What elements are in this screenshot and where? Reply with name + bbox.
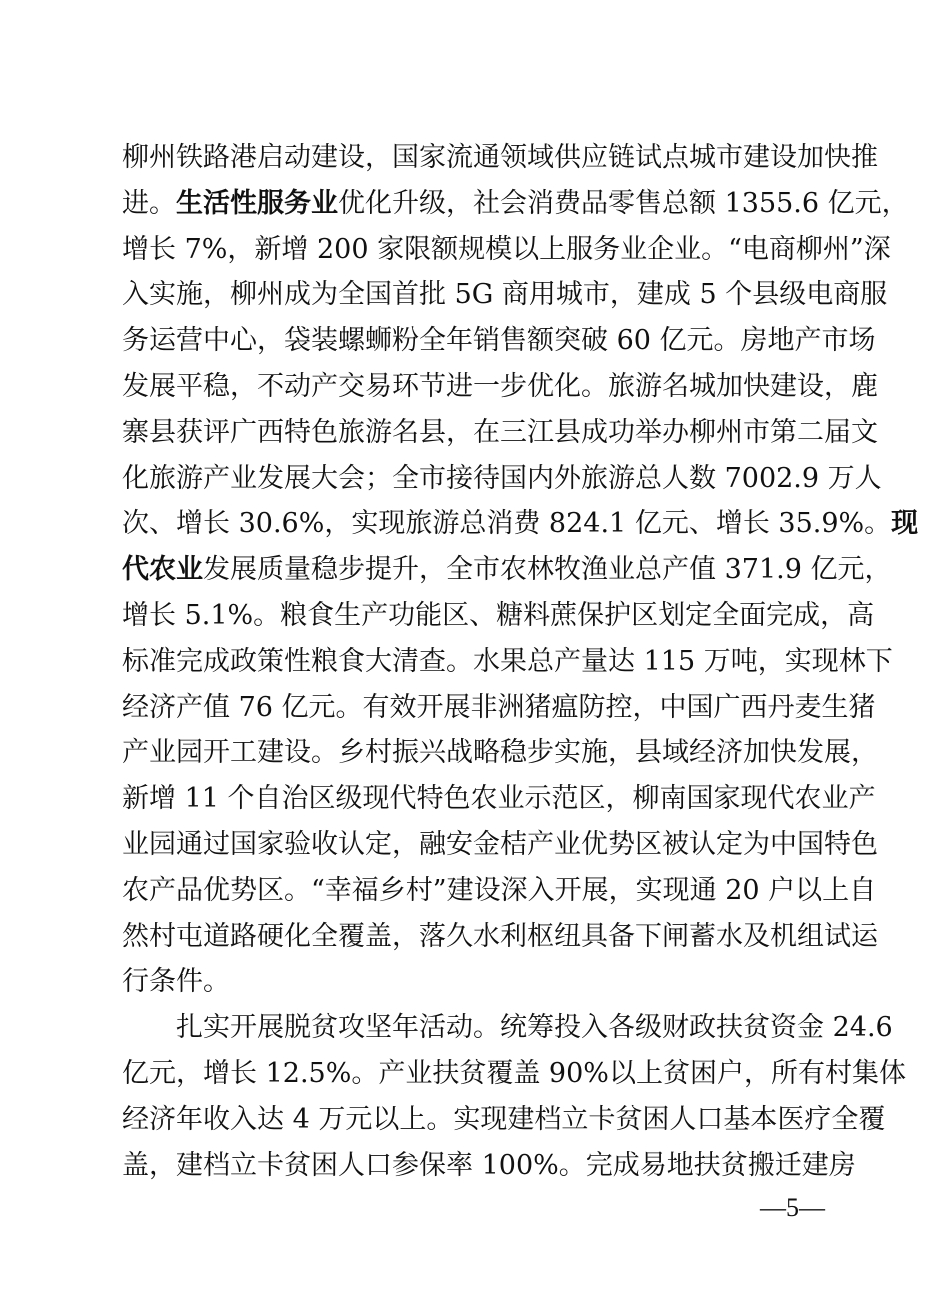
text-line [122, 501, 919, 547]
text-run: 扎实开展脱贫攻坚年活动。统筹投入各级财政扶贫资金 24.6 [176, 1012, 893, 1044]
text-run: 业园通过国家验收认定，融安金桔产业优势区被认定为中国特色 [122, 828, 878, 860]
text-line [122, 456, 882, 502]
text-line [122, 914, 878, 960]
bold-heading-text: 生活性服务业 [176, 187, 338, 219]
text-run: 行条件。 [122, 966, 230, 998]
text-line [122, 1005, 893, 1051]
text-line [122, 776, 876, 822]
text-run: 然村屯道路硬化全覆盖，落久水利枢纽具备下闸蓄水及机组试运 [122, 920, 878, 952]
text-run: 寨县获评广西特色旅游名县，在三江县成功举办柳州市第二届文 [122, 416, 878, 448]
text-run: 进。 [122, 187, 176, 219]
text-line [122, 639, 893, 685]
text-line [122, 730, 878, 776]
bold-heading-text: 代农业 [122, 554, 203, 586]
text-run: 经济产值 76 亿元。有效开展非洲猪瘟防控，中国广西丹麦生猪 [122, 691, 876, 723]
text-run: 柳州铁路港启动建设，国家流通领域供应链试点城市建设加快推 [122, 142, 878, 173]
text-run: 优化升级，社会消费品零售总额 1355.6 亿元， [338, 187, 909, 219]
text-run: 入实施，柳州成为全国首批 5G 商用城市，建成 5 个县级电商服 [122, 279, 888, 311]
text-line [122, 318, 876, 364]
text-run: 产业园开工建设。乡村振兴战略稳步实施，县域经济加快发展， [122, 737, 878, 769]
paragraph [122, 1005, 906, 1188]
text-line [122, 1143, 856, 1189]
text-line [122, 959, 830, 1005]
text-line [122, 1051, 906, 1097]
text-line [122, 685, 876, 731]
text-line [122, 822, 878, 868]
paragraph [122, 135, 919, 1005]
text-run: 增长 7%，新增 200 家限额规模以上服务业企业。“电商柳州”深 [122, 233, 891, 265]
text-line [122, 272, 888, 318]
bold-heading-text: 现 [891, 508, 919, 540]
text-run: 发展质量稳步提升，全市农林牧渔业总产值 371.9 亿元， [203, 554, 892, 586]
text-line [122, 135, 878, 181]
text-run: 次、增长 30.6%，实现旅游总消费 824.1 亿元、增长 35.9%。 [122, 508, 892, 540]
text-run: 农产品优势区。“幸福乡村”建设深入开展，实现通 20 户以上自 [122, 874, 877, 906]
text-run: 化旅游产业发展大会；全市接待国内外旅游总人数 7002.9 万人 [122, 462, 882, 494]
page-number: —5— [760, 1193, 825, 1222]
text-run: 标准完成政策性粮食大清查。水果总产量达 115 万吨，实现林下 [122, 645, 893, 677]
document-body [122, 135, 919, 1188]
text-run: 增长 5.1%。粮食生产功能区、糖料蔗保护区划定全面完成，高 [122, 599, 875, 631]
text-line [122, 181, 909, 227]
text-line [122, 593, 875, 639]
text-line [122, 547, 892, 593]
text-line [122, 410, 878, 456]
text-line [122, 868, 877, 914]
text-run: 经济年收入达 4 万元以上。实现建档立卡贫困人口基本医疗全覆 [122, 1103, 886, 1135]
text-run: 新增 11 个自治区级现代特色农业示范区，柳南国家现代农业产 [122, 783, 876, 815]
text-line [122, 1097, 886, 1143]
text-line [122, 227, 891, 273]
text-run: 亿元，增长 12.5%。产业扶贫覆盖 90%以上贫困户，所有村集体 [122, 1057, 906, 1089]
text-run: 发展平稳，不动产交易环节进一步优化。旅游名城加快建设，鹿 [122, 370, 878, 402]
text-run: 盖，建档立卡贫困人口参保率 100%。完成易地扶贫搬迁建房 [122, 1149, 856, 1181]
text-line [122, 364, 878, 410]
text-run: 务运营中心，袋装螺蛳粉全年销售额突破 60 亿元。房地产市场 [122, 325, 876, 357]
